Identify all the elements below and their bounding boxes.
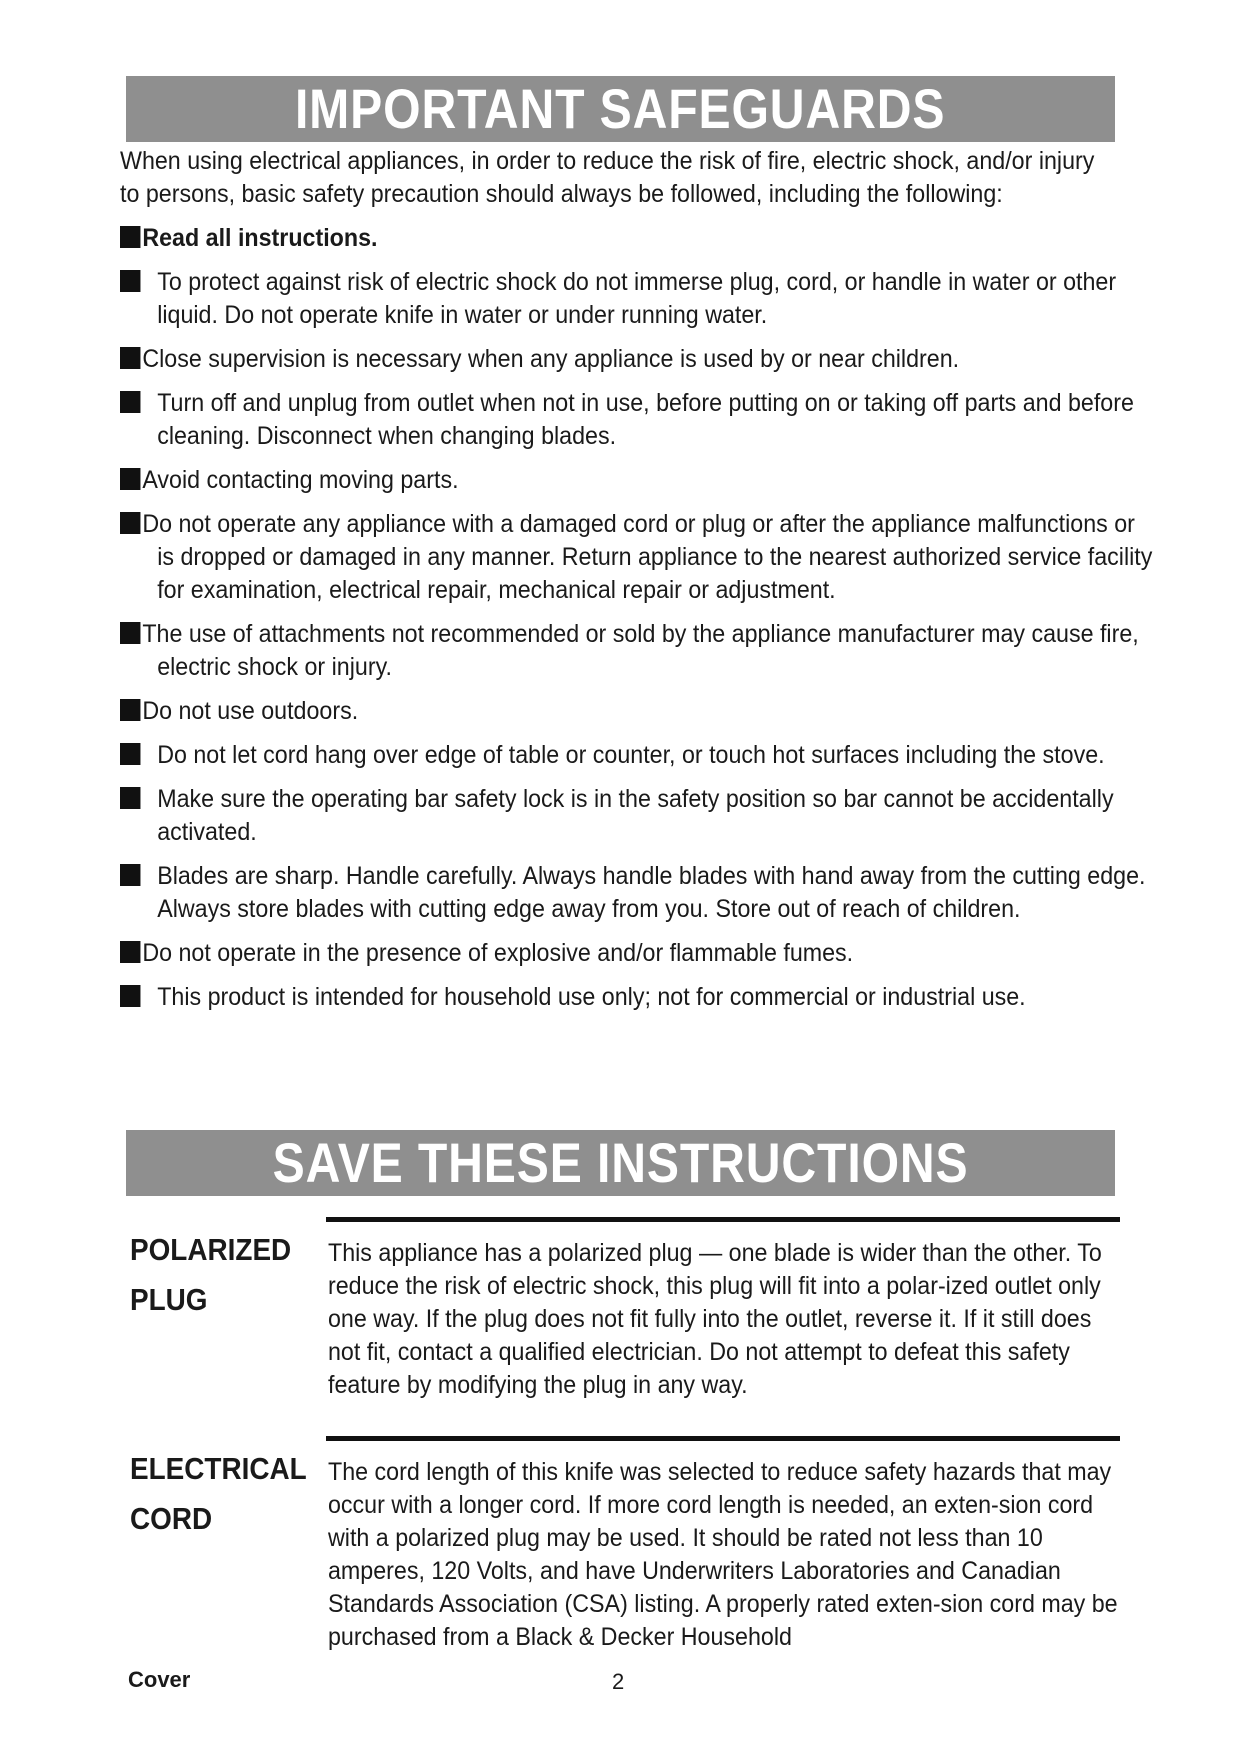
- safeguard-item: [120, 860, 1146, 926]
- safeguard-text: The use of attachments not recommended or sold by the appliance manufacturer may cause fire, electric shock or injury.: [142, 620, 1139, 681]
- safeguard-item: [120, 343, 1120, 376]
- safeguard-text: Avoid contacting moving parts.: [142, 466, 459, 494]
- safeguard-text: Blades are sharp. Handle carefully. Always handle blades with hand away from the cutting edge. Always store blades with cutting edge away from you. Store out of reach of children.: [157, 862, 1146, 923]
- square-bullet-icon: [120, 787, 140, 809]
- safeguard-item: [120, 266, 1120, 332]
- safeguard-list: [120, 222, 1153, 1025]
- section-heading: POLARIZED PLUG: [130, 1232, 292, 1317]
- safeguard-text: Do not operate in the presence of explosive and/or flammable fumes.: [142, 939, 854, 967]
- safeguard-text: Make sure the operating bar safety lock is in the safety position so bar cannot be accidentally activated.: [157, 785, 1114, 846]
- safeguard-item: [120, 783, 1120, 849]
- intro-paragraph: When using electrical appliances, in order to reduce the risk of fire, electric shock, and/or injury to persons, basic safety precaution should always be followed, including the following:: [120, 147, 1095, 208]
- safeguard-item: [120, 618, 1139, 684]
- safeguard-text: Do not let cord hang over edge of table or counter, or touch hot surfaces including the stove.: [157, 741, 1105, 769]
- square-bullet-icon: [120, 622, 140, 644]
- square-bullet-icon: [120, 941, 140, 963]
- square-bullet-icon: [120, 985, 140, 1007]
- safeguard-text: This product is intended for household use only; not for commercial or industrial use.: [157, 983, 1026, 1011]
- safeguard-item: [120, 981, 1120, 1014]
- safeguard-text: Turn off and unplug from outlet when not in use, before putting on or taking off parts and before cleaning. Disconnect when changing blades.: [157, 389, 1134, 450]
- safeguard-item: [120, 695, 1120, 728]
- square-bullet-icon: [120, 864, 140, 886]
- banner-title: SAVE THESE INSTRUCTIONS: [272, 1131, 969, 1194]
- safeguard-text: Do not operate any appliance with a damaged cord or plug or after the appliance malfunctions or is dropped or damaged in any manner. Return appliance to the nearest authorized service facility for examination, electrical repair, mechanical repair or adjustment.: [142, 510, 1153, 604]
- safeguard-item: [120, 387, 1134, 453]
- safeguard-text: Close supervision is necessary when any appliance is used by or near children.: [142, 345, 960, 373]
- square-bullet-icon: [120, 699, 140, 721]
- banner-title: IMPORTANT SAFEGUARDS: [295, 77, 946, 140]
- safeguard-text: Do not use outdoors.: [142, 697, 359, 725]
- safeguard-item: [120, 464, 1120, 497]
- safeguard-item: [120, 508, 1153, 607]
- section-body: This appliance has a polarized plug — one blade is wider than the other. To reduce the risk of electric shock, this plug will fit into a polar-ized outlet only one way. If the plug does not fit fully into the outlet, reverse it. If it still does not fit, contact a qualified electrician. Do not attempt to defeat this safety feature by modifying the plug in any way.: [328, 1239, 1102, 1399]
- save-instructions-banner: [126, 1130, 1115, 1196]
- safeguard-item: [120, 739, 1120, 772]
- square-bullet-icon: [120, 512, 140, 534]
- section-divider: [326, 1217, 1120, 1222]
- section-divider: [326, 1436, 1120, 1441]
- cover-link[interactable]: Cover: [128, 1667, 191, 1692]
- square-bullet-icon: [120, 347, 140, 369]
- square-bullet-icon: [120, 468, 140, 490]
- square-bullet-icon: [120, 270, 140, 292]
- section-heading: ELECTRICAL CORD: [130, 1451, 307, 1536]
- safeguard-item: [120, 222, 1120, 255]
- square-bullet-icon: [120, 743, 140, 765]
- safeguard-text: To protect against risk of electric shock do not immerse plug, cord, or handle in water or other liquid. Do not operate knife in water or under running water.: [157, 268, 1117, 329]
- safeguard-item: [120, 937, 1120, 970]
- page-number: 2: [612, 1669, 625, 1694]
- safeguard-text: Read all instructions.: [142, 224, 378, 252]
- square-bullet-icon: [120, 226, 140, 248]
- section-body: The cord length of this knife was selected to reduce safety hazards that may occur with a longer cord. If more cord length is needed, an exten-sion cord with a polarized plug may be used. It should be rated not less than 10 amperes, 120 Volts, and have Underwriters Laboratories and Canadian Standards Association (CSA) listing. A properly rated exten-sion cord may be purchased from a Black & Decker Household: [328, 1458, 1118, 1651]
- important-safeguards-banner: [126, 76, 1115, 142]
- square-bullet-icon: [120, 391, 140, 413]
